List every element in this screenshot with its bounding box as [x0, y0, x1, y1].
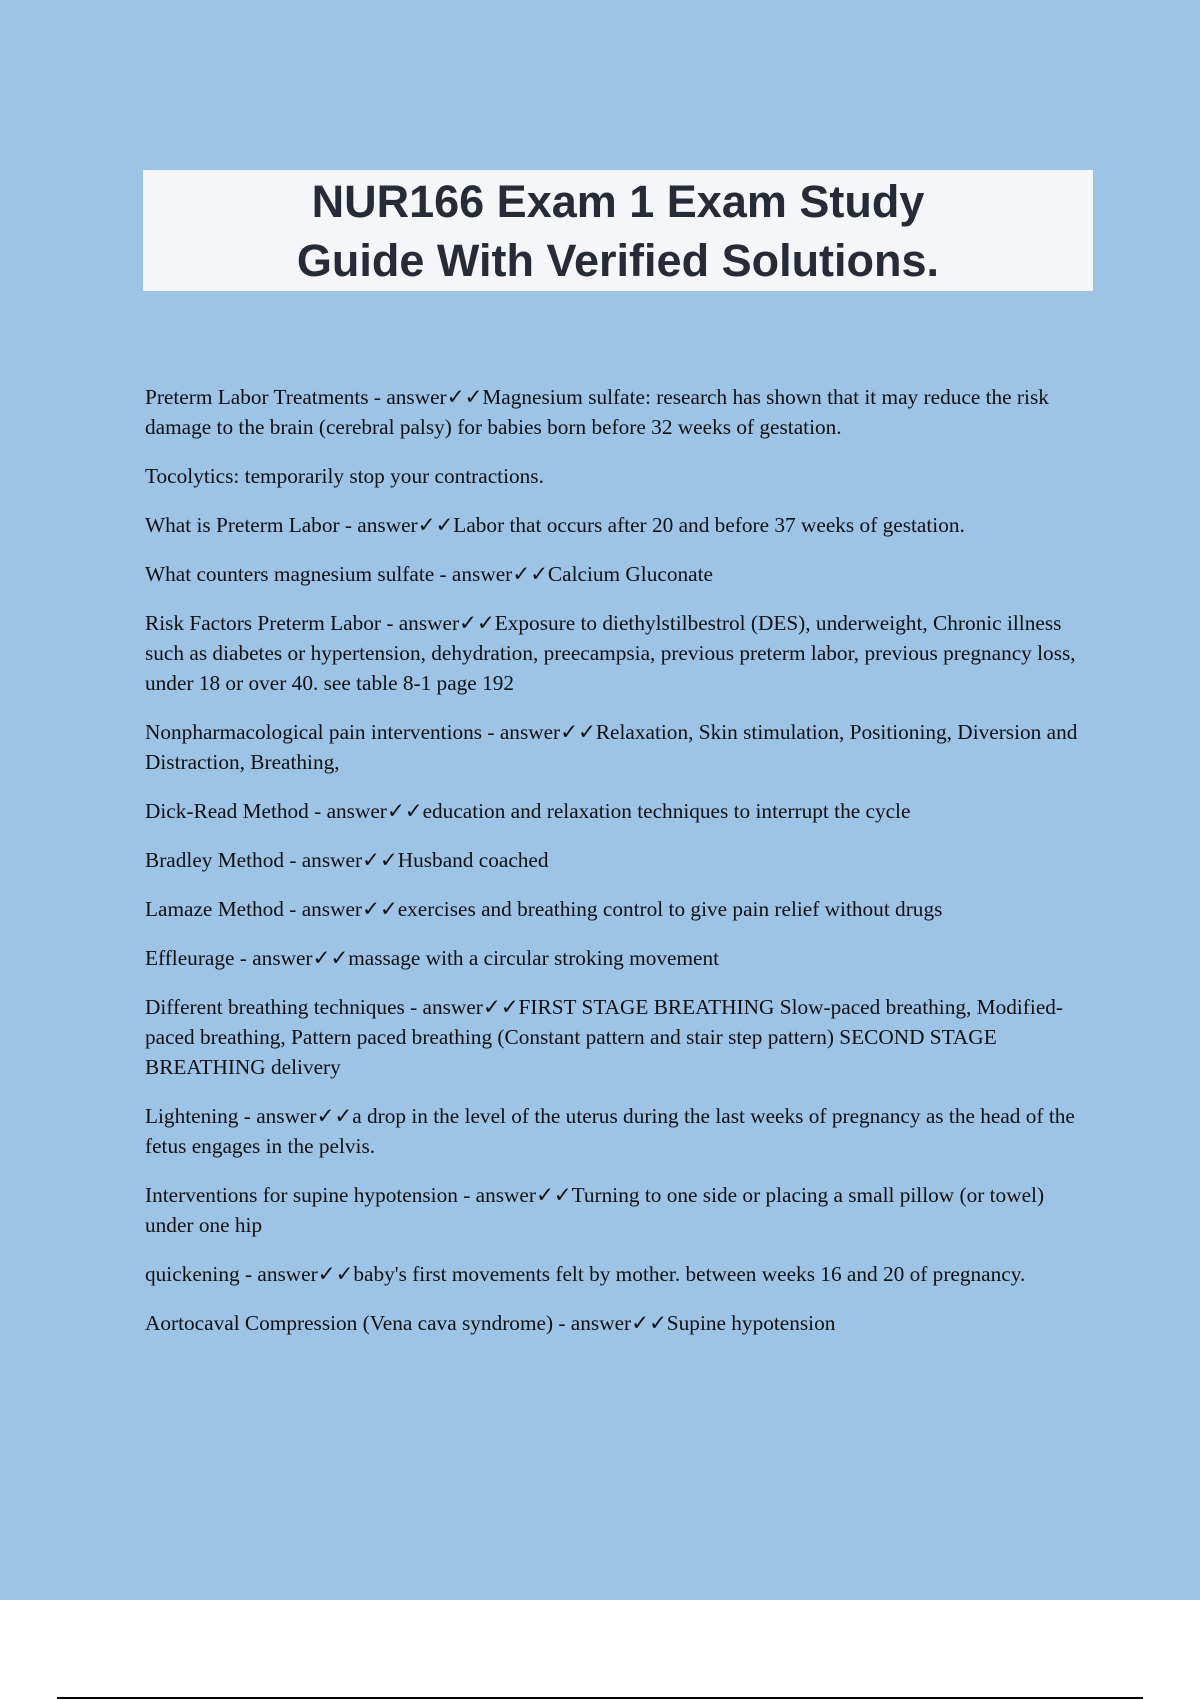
qa-entry-what-is-preterm-labor: What is Preterm Labor - answer✓✓Labor that occurs after 20 and before 37 weeks of gestation. — [145, 513, 965, 537]
qa-entry-tocolytics: Tocolytics: temporarily stop your contractions. — [145, 464, 544, 488]
title-line-2: Guide With Verified Solutions. — [296, 234, 940, 286]
qa-entry-supine-hypotension: Interventions for supine hypotension - answer✓✓Turning to one side or placing a small pillow (or towel) under one hip — [145, 1183, 1045, 1237]
title-line-1: NUR166 Exam 1 Exam Study — [311, 175, 925, 227]
title-banner — [143, 170, 1093, 291]
qa-entry-quickening: quickening - answer✓✓baby's first movements felt by mother. between weeks 16 and 20 of pregnancy. — [145, 1262, 1026, 1286]
qa-entry-lamaze: Lamaze Method - answer✓✓exercises and breathing control to give pain relief without drugs — [145, 897, 943, 921]
qa-entry-effleurage: Effleurage - answer✓✓massage with a circular stroking movement — [145, 946, 720, 970]
qa-entry-bradley: Bradley Method - answer✓✓Husband coached — [145, 848, 549, 872]
qa-entry-preterm-labor-treatments: Preterm Labor Treatments - answer✓✓Magnesium sulfate: research has shown that it may reduce the risk damage to the brain (cerebral palsy) for babies born before 32 weeks of gestation. — [145, 385, 1049, 439]
footer-divider — [57, 1697, 1143, 1699]
qa-entry-aortocaval: Aortocaval Compression (Vena cava syndrome) - answer✓✓Supine hypotension — [145, 1311, 836, 1335]
qa-entry-magnesium-counter: What counters magnesium sulfate - answer✓✓Calcium Gluconate — [145, 562, 713, 586]
qa-entry-risk-factors: Risk Factors Preterm Labor - answer✓✓Exposure to diethylstilbestrol (DES), underweight, Chronic illness such as diabetes or hypertension, dehydration, preecampsia, previous preterm labor, previous pregnancy loss, under 18 or over 40. see table 8-1 page 192 — [145, 611, 1076, 695]
qa-entry-breathing-techniques: Different breathing techniques - answer✓✓FIRST STAGE BREATHING Slow-paced breathing, Modified-paced breathing, Pattern paced breathing (Constant pattern and stair step pattern) SECOND STAGE BREATHING delivery — [145, 995, 1064, 1079]
qa-entry-nonpharmacological: Nonpharmacological pain interventions - answer✓✓Relaxation, Skin stimulation, Positioning, Diversion and Distraction, Breathing, — [145, 720, 1078, 774]
qa-entry-lightening: Lightening - answer✓✓a drop in the level of the uterus during the last weeks of pregnancy as the head of the fetus engages in the pelvis. — [145, 1104, 1075, 1158]
qa-list — [145, 382, 1095, 1357]
qa-entry-dick-read: Dick-Read Method - answer✓✓education and relaxation techniques to interrupt the cycle — [145, 799, 911, 823]
